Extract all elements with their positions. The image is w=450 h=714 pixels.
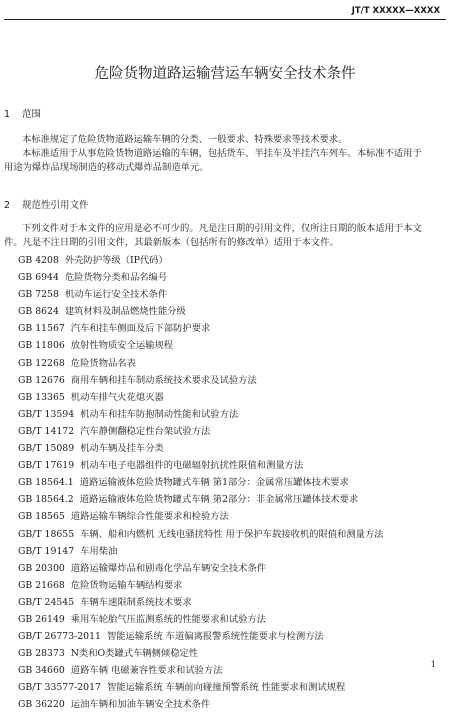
reference-title: 汽车和挂车侧面及后下部防护要求 <box>70 323 211 335</box>
reference-code: GB 36220 <box>18 699 65 711</box>
reference-title: 商用车辆和挂车制动系统技术要求及试验方法 <box>70 374 257 386</box>
reference-item <box>18 645 443 662</box>
reference-code: GB 12676 <box>18 374 65 386</box>
reference-code: GB 20300 <box>18 562 65 574</box>
reference-title: 车辆、船和内燃机 无线电骚扰特性 用于保护车载接收机的限值和测量方法 <box>80 528 384 540</box>
reference-title: 车辆车速限制系统技术要求 <box>80 596 192 608</box>
reference-item <box>18 526 443 543</box>
reference-code: GB/T 33577-2017 <box>18 682 101 694</box>
scope-paragraph <box>4 133 440 175</box>
reference-title: 机动车辆及挂车分类 <box>80 443 164 455</box>
reference-code: GB 28373 <box>18 648 65 660</box>
reference-title: 机动车排气火花熄灭器 <box>70 391 164 403</box>
reference-title: 道路车辆 电磁兼容性要求和试验方法 <box>70 665 223 677</box>
reference-item <box>18 594 443 611</box>
reference-item <box>18 440 443 457</box>
reference-title: 智能运输系统 车辆前向碰撞预警系统 性能要求和测试规程 <box>106 682 346 694</box>
reference-title: 汽车静侧翻稳定性台架试验方法 <box>80 425 211 437</box>
reference-item <box>18 679 443 696</box>
paragraph-line: 下列文件对于本文件的应用是必不可少的。凡是注日期的引用文件，仅所注日期的版本适用于本文 <box>22 223 422 234</box>
reference-code: GB 8624 <box>18 306 59 318</box>
reference-item <box>18 372 443 389</box>
reference-item <box>18 577 443 594</box>
paragraph-line: 本标准适用于从事危险货物道路运输的车辆，包括货车、半挂车及半挂汽车列车。本标准不适用于 <box>22 148 422 159</box>
reference-code: GB 4208 <box>18 255 59 266</box>
reference-code: GB 6944 <box>18 272 59 284</box>
reference-item <box>18 269 443 286</box>
standard-code: JT/T XXXXX—XXXX <box>351 6 440 16</box>
reference-title: 道路运输液体危险货物罐式车辆 第1部分：金属常压罐体技术要求 <box>79 477 349 489</box>
reference-item <box>18 474 443 491</box>
reference-item <box>18 406 443 423</box>
reference-title: 危险货物运输车辆结构要求 <box>70 579 183 591</box>
reference-title: 机动车电子电器组件的电磁辐射抗扰性限值和测量方法 <box>80 460 304 472</box>
section-heading-normative-references <box>4 197 89 211</box>
reference-item <box>18 457 443 474</box>
reference-code: GB/T 18655 <box>18 528 75 540</box>
reference-title: 运油车辆和加油车辆安全技术条件 <box>70 699 211 711</box>
section-number: 2 <box>4 200 11 211</box>
reference-code: GB 18564.2 <box>18 494 74 506</box>
reference-title: 道路运输液体危险货物罐式车辆 第2部分：非金属常压罐体技术要求 <box>79 494 359 506</box>
reference-code: GB/T 24545 <box>18 596 75 608</box>
reference-item <box>18 508 443 525</box>
reference-item <box>18 337 443 354</box>
reference-code: GB/T 14172 <box>18 425 75 437</box>
reference-item <box>18 628 443 645</box>
reference-title: 智能运输系统 车道偏离报警系统性能要求与检测方法 <box>106 631 324 643</box>
reference-code: GB 34660 <box>18 665 65 677</box>
reference-code: GB 13365 <box>18 391 65 403</box>
reference-item <box>18 543 443 560</box>
paragraph-line: 件。凡是不注日期的引用文件，其最新版本（包括所有的修改单）适用于本文件。 <box>4 237 339 248</box>
reference-title: 放射性物质安全运输规程 <box>70 340 174 352</box>
reference-code: GB 18564.1 <box>18 477 74 489</box>
reference-item <box>18 286 443 303</box>
reference-item <box>18 611 443 628</box>
reference-title: N类和O类罐式车辆侧倾稳定性 <box>70 648 199 660</box>
reference-code: GB 21668 <box>18 579 65 591</box>
reference-code: GB 11806 <box>18 340 65 352</box>
reference-title: 机动车和挂车防抱制动性能和试验方法 <box>80 408 239 420</box>
reference-title: 乘用车轮胎气压监测系统的性能要求和试验方法 <box>70 613 267 625</box>
reference-item <box>18 320 443 337</box>
reference-title: 机动车运行安全技术条件 <box>64 289 168 301</box>
reference-title: 建筑材料及制品燃烧性能分级 <box>64 306 186 318</box>
reference-item <box>18 423 443 440</box>
reference-code: GB/T 26773-2011 <box>18 631 101 643</box>
reference-code: GB 12268 <box>18 357 65 369</box>
reference-item <box>18 252 443 269</box>
reference-code: GB 7258 <box>18 289 59 301</box>
page-number: 1 <box>430 660 436 670</box>
section-number: 1 <box>4 109 11 120</box>
reference-code: GB/T 13594 <box>18 408 75 420</box>
reference-code: GB/T 19147 <box>18 545 75 557</box>
reference-code: GB 18565 <box>18 511 65 523</box>
reference-item <box>18 696 443 713</box>
section-heading-scope <box>4 106 41 120</box>
reference-code: GB 11567 <box>18 323 65 335</box>
reference-item <box>18 389 443 406</box>
section-title: 范围 <box>22 109 42 120</box>
reference-title: 道路运输车辆综合性能要求和检验方法 <box>70 511 229 523</box>
reference-code: GB/T 15089 <box>18 443 75 455</box>
section-title: 规范性引用文件 <box>22 200 89 211</box>
reference-title: 外壳防护等级（IP代码） <box>64 255 168 266</box>
reference-item <box>18 303 443 320</box>
references-intro-paragraph <box>4 222 440 250</box>
paragraph-line: 本标准规定了危险货物道路运输车辆的分类、一般要求、特殊要求等技术要求。 <box>22 134 348 145</box>
paragraph-line: 用途为爆炸品现场制造的移动式爆炸品制造单元。 <box>4 162 209 173</box>
header-divider <box>4 19 446 20</box>
reference-list <box>18 252 443 714</box>
reference-item <box>18 491 443 508</box>
reference-title: 车用柴油 <box>80 545 118 557</box>
reference-title: 危险货物品名表 <box>70 357 136 369</box>
reference-title: 危险货物分类和品名编号 <box>64 272 168 284</box>
reference-code: GB/T 17619 <box>18 460 75 472</box>
reference-title: 道路运输爆炸品和剧毒化学品车辆安全技术条件 <box>70 562 267 574</box>
reference-item <box>18 355 443 372</box>
document-title: 危险货物道路运输营运车辆安全技术条件 <box>94 66 356 82</box>
reference-item <box>18 560 443 577</box>
reference-code: GB 26149 <box>18 613 65 625</box>
